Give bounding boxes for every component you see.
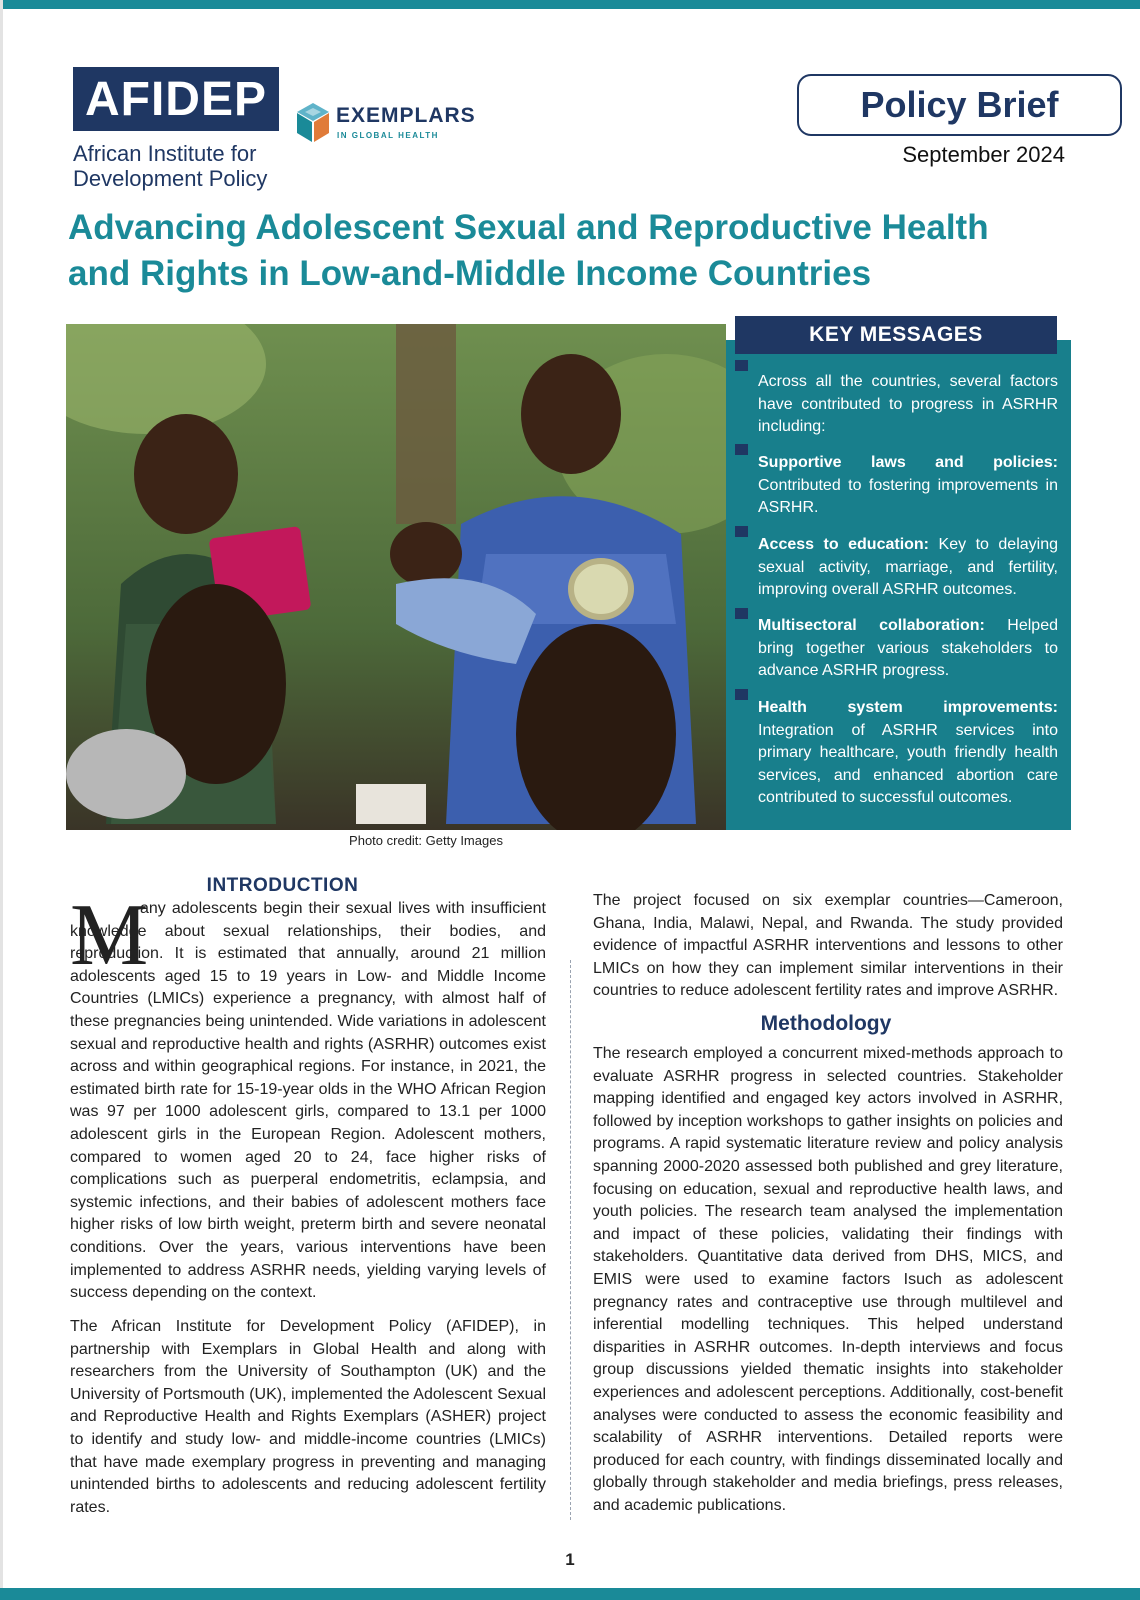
methodology-heading: Methodology — [760, 1012, 892, 1035]
key-message-text: Key to delaying sexual activity, marriage, and fertility, improving overall ASRHR outcomes. — [758, 536, 1059, 598]
exemplars-tagline: IN GLOBAL HEALTH — [337, 131, 439, 140]
introduction-heading: INTRODUCTION — [206, 875, 359, 896]
title-line-2: and Rights in Low-and-Middle Income Countries — [68, 254, 872, 293]
bullet-icon — [735, 360, 748, 371]
title-line-1: Advancing Adolescent Sexual and Reproductive Health — [68, 208, 989, 247]
bullet-icon — [735, 444, 748, 455]
key-message-heading: Health system improvements: — [758, 699, 1058, 716]
key-message-text: Integration of ASRHR services into primary healthcare, youth friendly health services, and enhanced abortion care contributed to successful outcomes. — [758, 721, 1058, 806]
key-message-heading: Access to education: — [758, 536, 930, 553]
publication-date: September 2024 — [902, 142, 1065, 167]
exemplars-wordmark: EXEMPLARS — [336, 104, 476, 127]
key-message-heading: Multisectoral collaboration: — [758, 617, 985, 634]
key-message-item — [758, 534, 1058, 602]
exemplars-cube-icon — [295, 102, 331, 144]
methodology-paragraph: The research employed a concurrent mixed-methods approach to evaluate ASRHR progress in selected countries. Stakeholder mapping identified and engaged key actors involved in ASRHR, followed by inception workshops to gather insights on policies and programs. A rapid systematic literature review and policy analysis spanning 2000-2020 assessed both published and grey literature, focusing on education, sexual and reproductive health laws, and youth policies. The research team analysed the implementation and impact of these policies, validating their findings with stakeholders. Quantitative data derived from DHS, MICS, and EMIS were used to examine factors Isuch as adolescent pregnancy rates and contraceptive use through multilevel and inferential modelling techniques. This helped understand disparities in ASRHR outcomes. In-depth interviews and focus group discussions yielded thematic insights into stakeholder experiences and adolescent perceptions. Additionally, cost-benefit analyses were conducted to assess the economic feasibility and scalability of ASRHR interventions. Detailed reports were produced for each country, with findings disseminated locally and globally through stakeholder and media briefings, press releases, and academic publications. — [593, 1045, 1063, 1514]
afidep-logo — [73, 67, 279, 131]
page-number: 1 — [565, 1550, 575, 1569]
afidep-name-line1: African Institute for — [73, 141, 257, 166]
introduction-paragraph-2: The African Institute for Development Policy (AFIDEP), in partnership with Exemplars in Global Health and along with researchers from the University of Southampton (UK) and the University of Portsmouth (UK), implemented the Adolescent Sexual and Reproductive Health and Rights Exemplars (ASHER) project to identify and study low- and middle-income countries (LMICs) that have made exemplary progress in preventing and managing unintended births to adolescents and reducing adolescent fertility rates. — [70, 1318, 546, 1516]
cover-photo — [66, 324, 726, 830]
top-accent-bar — [0, 0, 1140, 9]
project-paragraph: The project focused on six exemplar countries—Cameroon, Ghana, India, Malawi, Nepal, and Rwanda. The study provided evidence of impactful ASRHR interventions and lessons to other LMICs on how they can implement similar interventions in their countries to reduce adolescent fertility rates and improve ASRHR. — [593, 892, 1063, 1000]
afidep-wordmark: AFIDEP — [84, 72, 267, 126]
doc-type-label: Policy Brief — [860, 84, 1059, 125]
drop-cap: M — [70, 887, 149, 984]
key-message-heading: Supportive laws and policies: — [758, 454, 1058, 471]
afidep-name-line2: Development Policy — [73, 166, 268, 191]
bullet-icon — [735, 526, 748, 537]
afidep-full-name — [73, 141, 267, 191]
bottom-accent-bar — [0, 1588, 1140, 1600]
page-title — [68, 205, 1078, 297]
key-message-item — [758, 615, 1058, 683]
column-divider — [570, 960, 571, 1520]
page-edge — [0, 0, 3, 1600]
key-message-item — [758, 697, 1058, 810]
key-message-text: Helped bring together various stakeholders to advance ASRHR progress. — [758, 617, 1058, 679]
key-message-text: Contributed to fostering improvements in ASRHR. — [758, 476, 1058, 516]
key-message-item — [758, 452, 1058, 520]
bullet-icon — [735, 608, 748, 619]
bullet-icon — [735, 689, 748, 700]
key-message-intro: Across all the countries, several factors have contributed to progress in ASRHR including: — [758, 373, 1058, 435]
key-messages-title: KEY MESSAGES — [735, 316, 1057, 354]
doc-type-badge — [797, 74, 1122, 136]
introduction-paragraph-1: any adolescents begin their sexual lives with insufficient knowledge about sexual relationships, their bodies, and reproduction. It is estimated that annually, around 21 million adolescents aged 15 to 19 years in Low- and Middle Income Countries (LMICs) experience a pregnancy, with almost half of these pregnancies being unintended. Wide variations in adolescent sexual and reproductive health and rights (ASRHR) outcomes exist across and within geographical regions. For instance, in 2021, the estimated birth rate for 15-19-year olds in the WHO African Region was 97 per 1000 adolescent girls, compared to 13.1 per 1000 adolescent girls in the European Region. Adolescent mothers, compared to women aged 20 to 24, face higher risks of complications such as puerperal endometritis, eclampsia, and systemic infections, and their babies of adolescent mothers face higher risks of low birth weight, preterm birth and severe neonatal conditions. Over the years, various interventions have been implemented to address ASRHR needs, yielding varying levels of success depending on the context. — [70, 900, 546, 1302]
photo-credit: Photo credit: Getty Images — [349, 833, 503, 848]
